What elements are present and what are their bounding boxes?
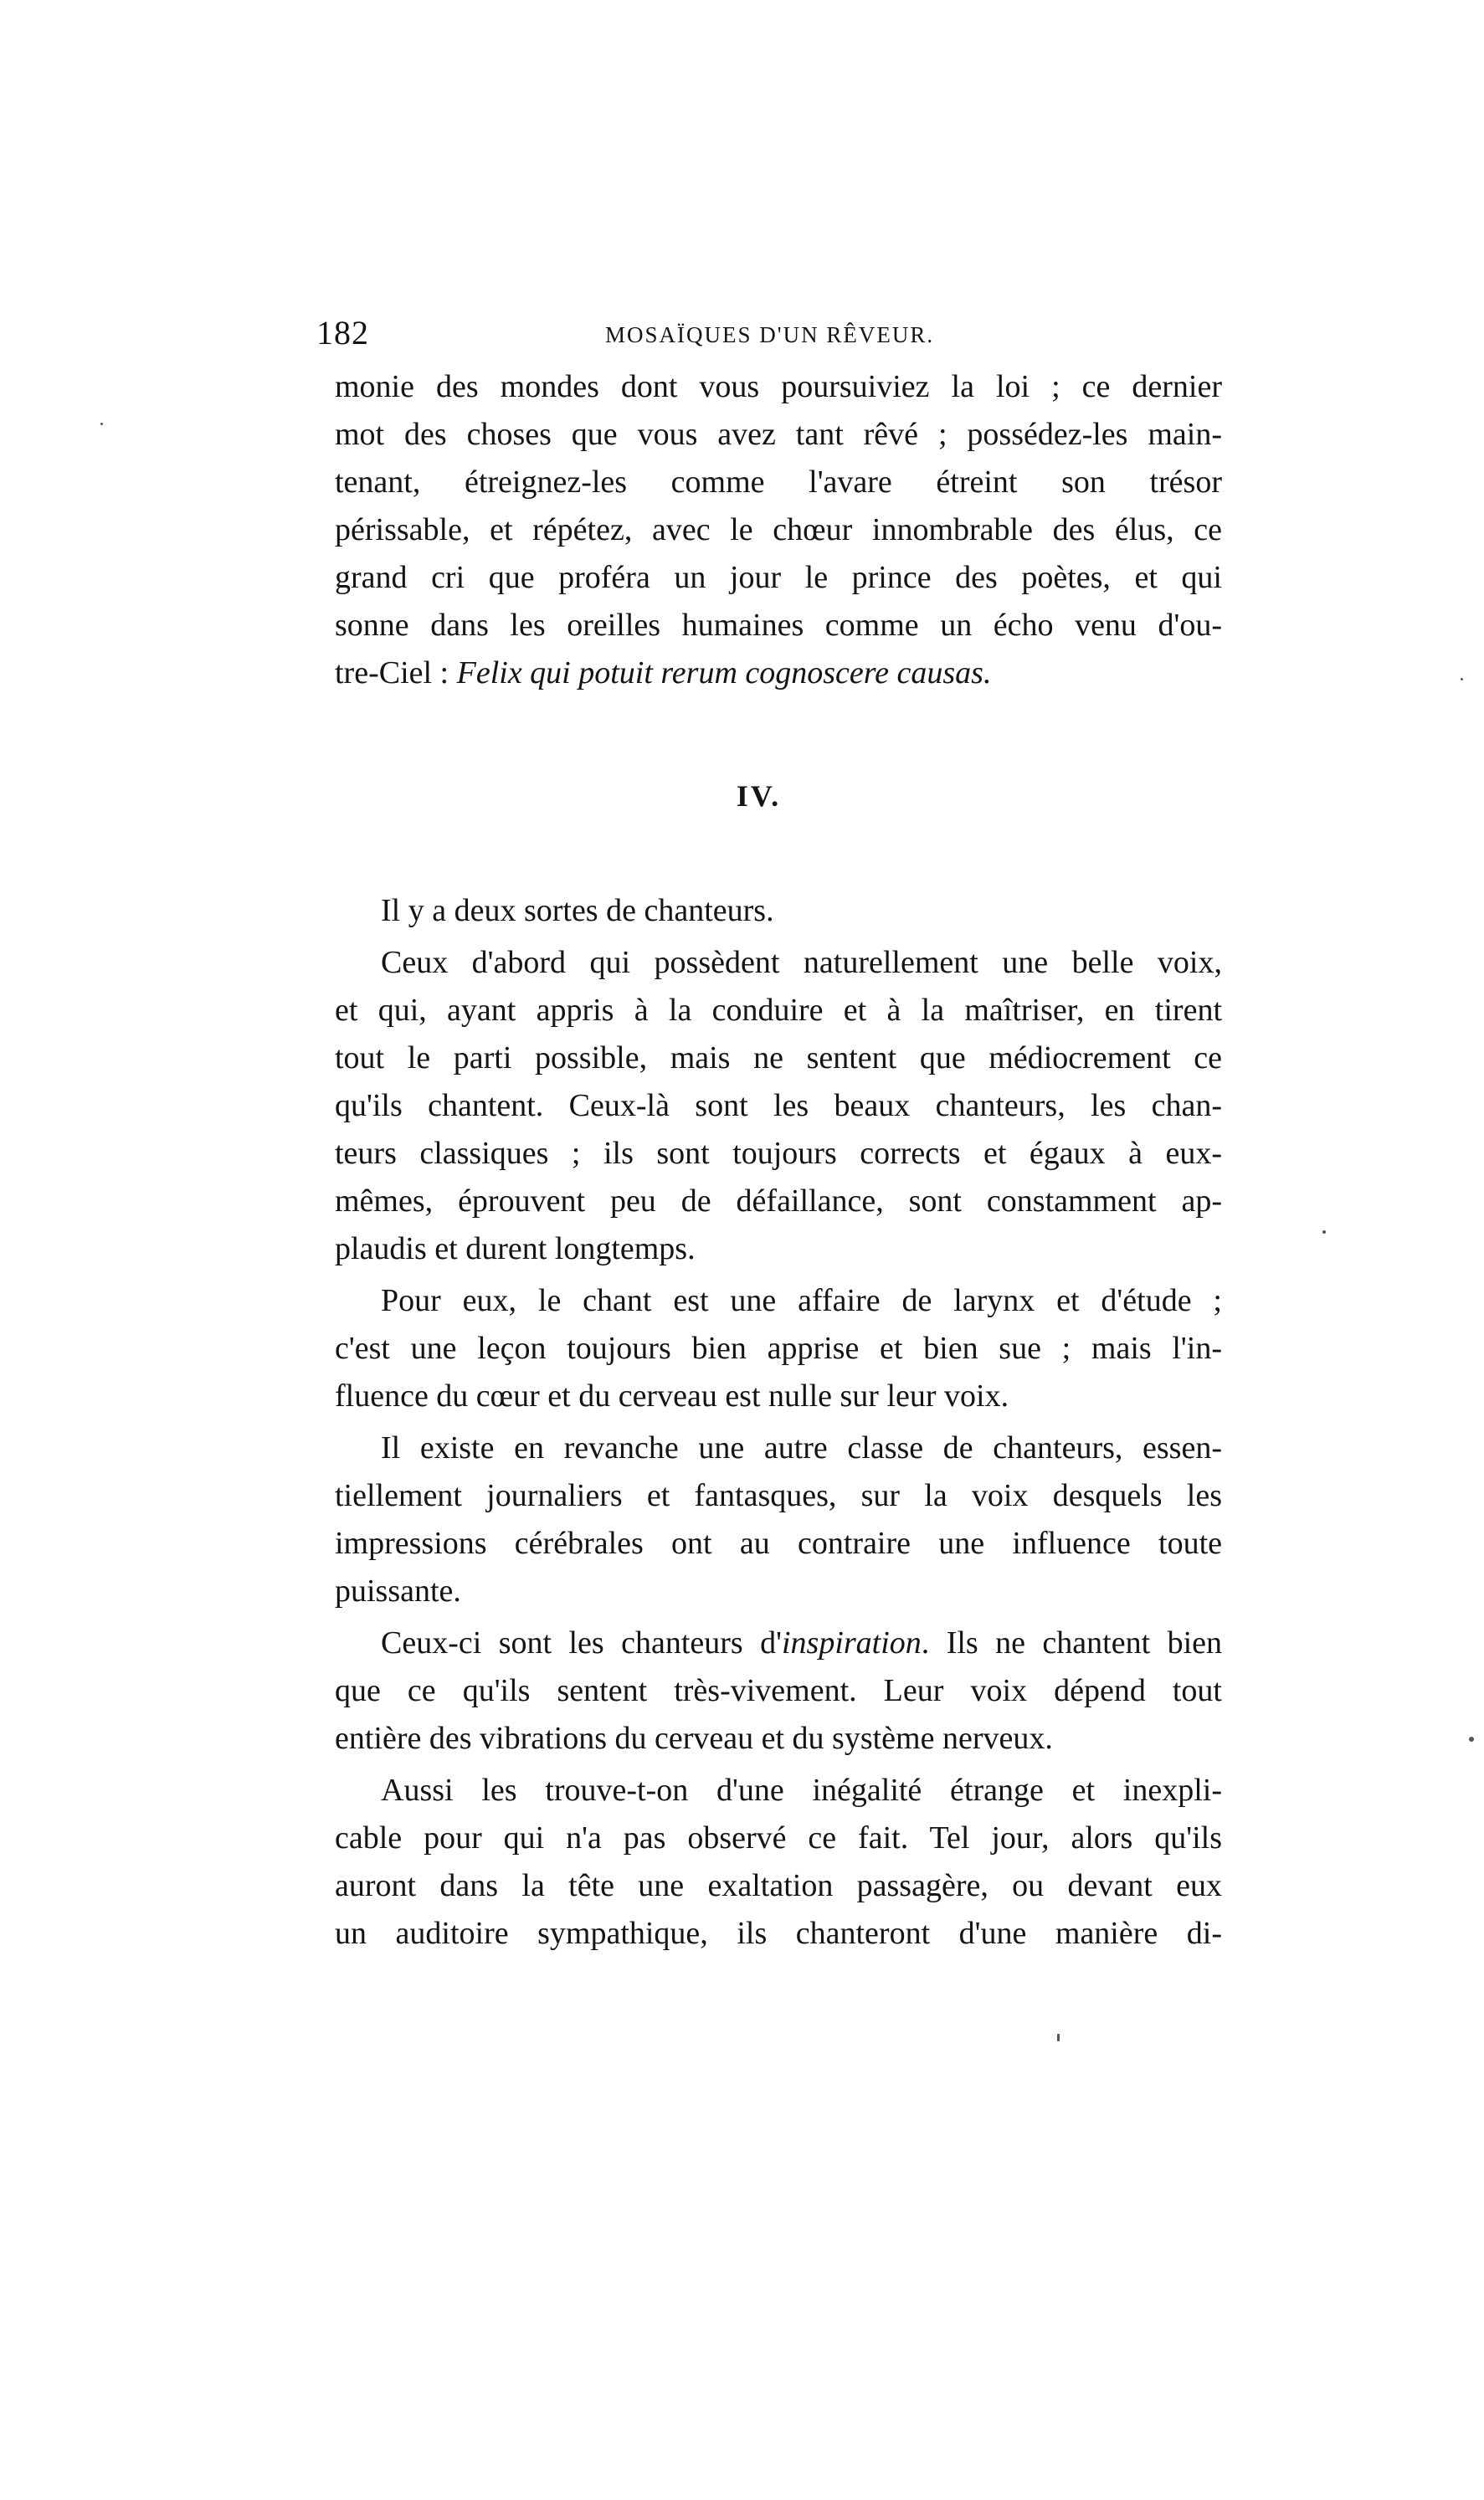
paragraph [335, 939, 1222, 1273]
scan-speck [1322, 1230, 1326, 1234]
paragraph [335, 1620, 1222, 1763]
text-line: auront dans la tête une exaltation passagère, ou devant eux [335, 1868, 1222, 1903]
page-header [316, 308, 1237, 358]
text-line: périssable, et répétez, avec le chœur innombrable des élus, ce [335, 512, 1222, 547]
text-line: teurs classiques ; ils sont toujours corrects et égaux à eux- [335, 1136, 1222, 1171]
text-line-emphasis [335, 1620, 1222, 1667]
quote-lead: tre-Ciel : [335, 655, 457, 690]
text-line: entière des vibrations du cerveau et du système nerveux. [335, 1721, 1053, 1756]
text-line: plaudis et durent longtemps. [335, 1231, 696, 1266]
text-line: Il existe en revanche une autre classe de chanteurs, essen- [381, 1430, 1222, 1466]
scan-speck [1057, 2034, 1060, 2041]
line-lead: Ceux-ci sont les chanteurs d' [381, 1625, 782, 1661]
text-line: que ce qu'ils sentent très-vivement. Leur voix dépend tout [335, 1673, 1222, 1708]
line-tail: . Ils ne chantent bien [921, 1625, 1222, 1661]
text-line: mot des choses que vous avez tant rêvé ; possédez-les main- [335, 417, 1222, 452]
scan-speck [100, 423, 103, 425]
text-line: mêmes, éprouvent peu de défaillance, sont constamment ap- [335, 1183, 1222, 1219]
text-line: Ceux d'abord qui possèdent naturellement une belle voix, [381, 945, 1222, 980]
text-line: Pour eux, le chant est une affaire de larynx et d'étude ; [381, 1283, 1222, 1318]
section-heading: IV. [736, 779, 782, 813]
text-line: Aussi les trouve-t-on d'une inégalité étrange et inexpli- [381, 1773, 1222, 1808]
continuation-paragraph [335, 363, 1222, 697]
scan-speck [1461, 678, 1463, 680]
text-line: cable pour qui n'a pas observé ce fait. Tel jour, alors qu'ils [335, 1820, 1222, 1856]
text-line: puissante. [335, 1573, 461, 1609]
text-line: monie des mondes dont vous poursuiviez la loi ; ce dernier [335, 369, 1222, 404]
text-line: c'est une leçon toujours bien apprise et bien sue ; mais l'in- [335, 1331, 1222, 1366]
text-line: Il y a deux sortes de chanteurs. [381, 893, 774, 928]
paragraph [335, 1767, 1222, 1958]
running-title: MOSAÏQUES D'UN RÊVEUR. [605, 322, 935, 347]
text-line: tiellement journaliers et fantasques, sur la voix desquels les [335, 1478, 1222, 1513]
text-line: tout le parti possible, mais ne sentent que médiocrement ce [335, 1040, 1222, 1075]
section-body [335, 887, 1222, 1958]
scan-speck [1469, 1737, 1474, 1742]
latin-quote: Felix qui potuit rerum cognoscere causas. [456, 655, 992, 690]
text-line: sonne dans les oreilles humaines comme un écho venu d'ou- [335, 608, 1222, 643]
text-line: impressions cérébrales ont au contraire une influence toute [335, 1526, 1222, 1561]
text-line: tenant, étreignez-les comme l'avare étreint son trésor [335, 465, 1222, 500]
paragraph [335, 887, 1222, 935]
paragraph [335, 1425, 1222, 1615]
text-line: et qui, ayant appris à la conduire et à la maîtriser, en tirent [335, 993, 1222, 1028]
text-line-quote [335, 649, 1222, 697]
page-number: 182 [316, 314, 369, 352]
text-line: qu'ils chantent. Ceux-là sont les beaux chanteurs, les chan- [335, 1088, 1222, 1123]
text-line: grand cri que proféra un jour le prince des poètes, et qui [335, 560, 1222, 595]
text-line: fluence du cœur et du cerveau est nulle sur leur voix. [335, 1378, 1009, 1414]
paragraph [335, 1277, 1222, 1420]
emphasized-word: inspiration [781, 1625, 922, 1661]
text-line: un auditoire sympathique, ils chanteront d'une manière di- [335, 1916, 1222, 1951]
